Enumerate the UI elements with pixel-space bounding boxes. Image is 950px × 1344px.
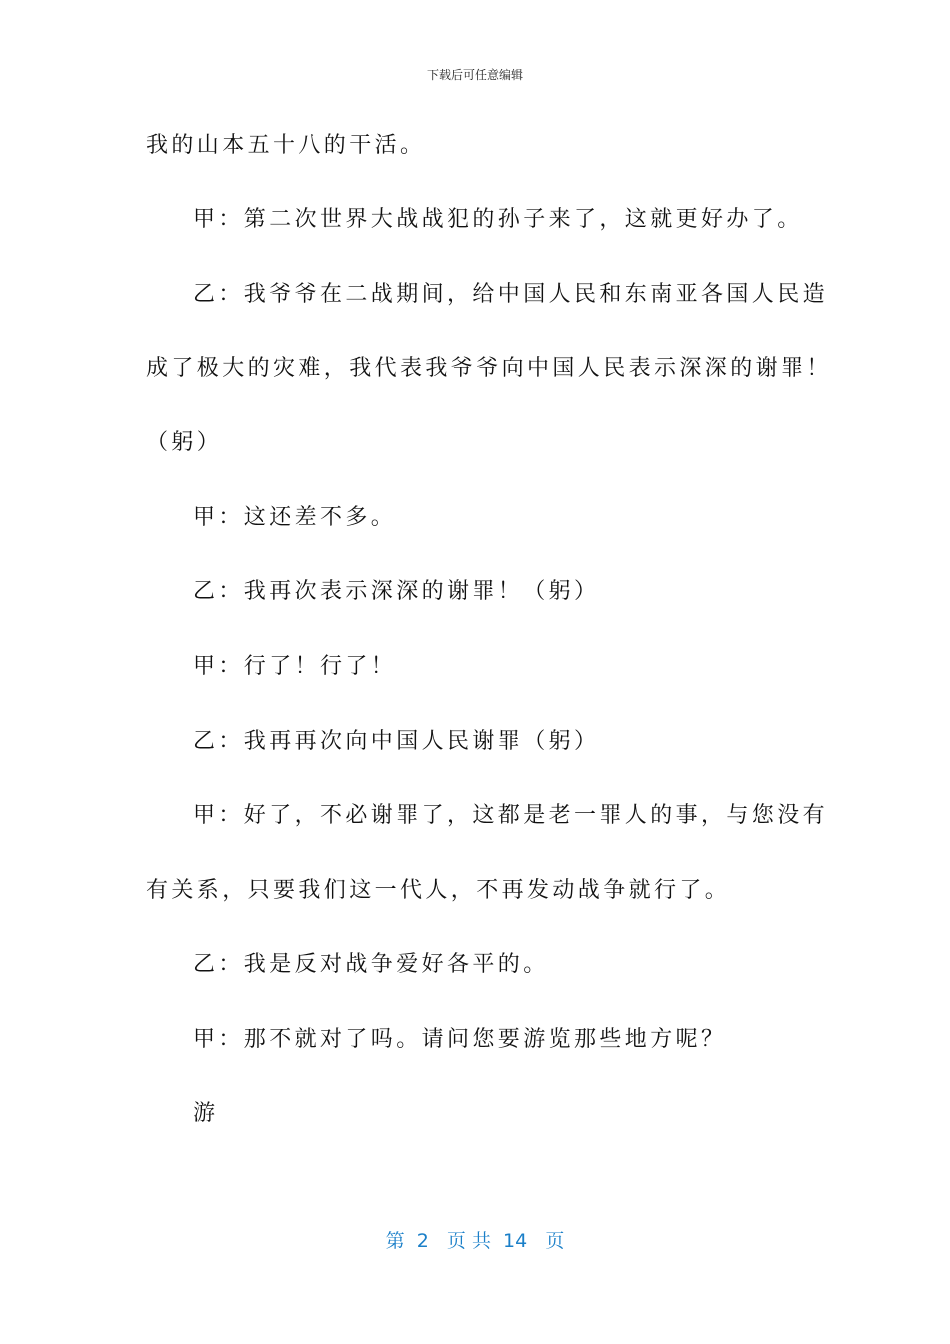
body-line: 甲：这还差不多。 bbox=[193, 505, 397, 530]
body-line: 甲：那不就对了吗。请问您要游览那些地方呢？ bbox=[193, 1027, 727, 1052]
body-line: 甲：行了！行了！ bbox=[193, 654, 397, 679]
body-line: 有关系，只要我们这一代人，不再发动战争就行了。 bbox=[146, 878, 731, 903]
body-line: 乙：我爷爷在二战期间，给中国人民和东南亚各国人民造 bbox=[193, 282, 829, 307]
body-line: （躬） bbox=[146, 430, 223, 455]
body-line: 乙：我是反对战争爱好各平的。 bbox=[193, 952, 549, 977]
body-line: 乙：我再再次向中国人民谢罪（躬） bbox=[193, 729, 600, 754]
body-line: 甲：好了，不必谢罪了，这都是老一罪人的事，与您没有 bbox=[193, 803, 829, 828]
page-header: 下载后可任意编辑 bbox=[426, 68, 523, 82]
body-line: 乙：我再次表示深深的谢罪！（躬） bbox=[193, 579, 600, 604]
body-line: 成了极大的灾难，我代表我爷爷向中国人民表示深深的谢罪！ bbox=[146, 356, 832, 381]
body-line: 甲：第二次世界大战战犯的孙子来了，这就更好办了。 bbox=[193, 207, 803, 232]
body-line: 我的山本五十八的干活。 bbox=[146, 133, 426, 158]
body-line: 游 bbox=[193, 1101, 219, 1126]
page-number-footer: 第 2 页 共 14 页 bbox=[385, 1230, 565, 1252]
